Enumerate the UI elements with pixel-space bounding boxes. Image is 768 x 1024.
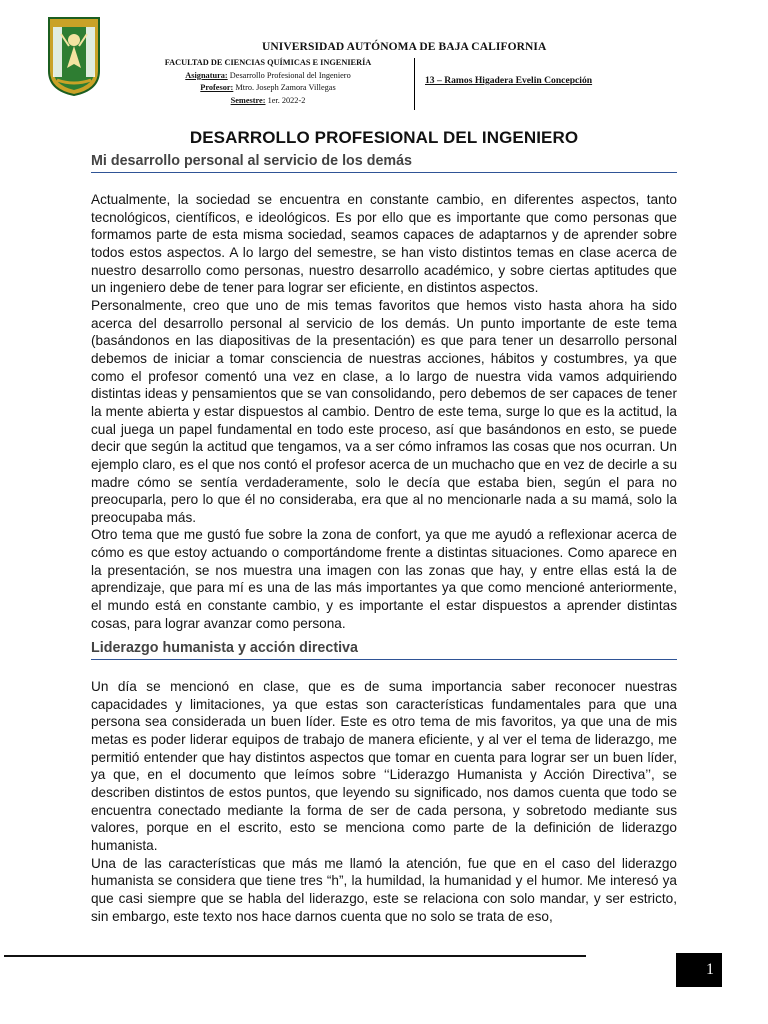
university-shield-logo bbox=[47, 16, 101, 96]
professor-label: Profesor: bbox=[200, 83, 234, 93]
section-body bbox=[91, 678, 677, 925]
page-title: DESARROLLO PROFESIONAL DEL INGENIERO bbox=[189, 128, 579, 147]
paragraph: Una de las características que más me llamó la atención, fue que en el caso del liderazgo humanista se considera que tiene tres “h”, la humildad, la humanidad y el humor. Me interesó ya que casi siempre que se habla del liderazgo, este se relaciona con solo mandar, y ser estricto, sin embargo, este texto nos hace darnos cuenta que no solo se trata de eso, bbox=[91, 855, 677, 924]
faculty-name: FACULTAD DE CIENCIAS QUÍMICAS E INGENIERÍA bbox=[164, 58, 372, 67]
professor-line bbox=[132, 82, 404, 95]
course-info bbox=[132, 57, 404, 107]
subject-line bbox=[132, 70, 404, 83]
subject-value: Desarrollo Profesional del Ingeniero bbox=[229, 70, 351, 80]
header-divider bbox=[414, 58, 415, 110]
paragraph: Actualmente, la sociedad se encuentra en constante cambio, en diferentes aspectos, tanto tecnológicos, científicos, e ideológicos. Es por ello que es importante que como personas que formamos parte de esta misma sociedad, seamos capaces de adaptarnos y de aprender sobre todos estos aspectos. A lo largo del semestre, se han visto distintos temas en clase acerca de nuestro desarrollo como personas, nuestro desarrollo académico, y sobre ciertas aptitudes que un ingeniero debe de tener para lograr ser eficiente, en distintos aspectos. bbox=[91, 192, 677, 296]
semester-label: Semestre: bbox=[230, 95, 266, 105]
professor-value: Mtro. Joseph Zamora Villegas bbox=[235, 83, 336, 93]
semester-value: 1er. 2022-2 bbox=[267, 95, 306, 105]
paragraph: Otro tema que me gustó fue sobre la zona de confort, ya que me ayudó a reflexionar acerca de cómo es que estoy actuando o comportándome frente a distintas situaciones. Como aparece en la presentación, se nos muestra una imagen con las zonas que hay, y entre ellas está la de aprendizaje, que para mí es una de las más importantes ya que como mencioné anteriormente, el mundo está en constante cambio, y es importante el estar dispuestos a aprender distintas cosas, para lograr avanzar como persona. bbox=[91, 527, 677, 631]
subject-label: Asignatura: bbox=[185, 70, 228, 80]
section-body bbox=[91, 191, 677, 632]
section-heading: Mi desarrollo personal al servicio de los demás bbox=[91, 153, 677, 173]
page-number: 1 bbox=[676, 953, 722, 987]
paragraph: Personalmente, creo que uno de mis temas favoritos que hemos visto hasta ahora ha sido acerca del desarrollo personal al servicio de los demás. Un punto importante de este tema (basándonos en las diapositivas de la presentación) es que para tener un desarrollo personal debemos de iniciar a tomar consciencia de nuestras acciones, hábitos y costumbres, ya que como el profesor comentó una vez en clase, a lo largo de nuestra vida vamos adquiriendo distintas ideas y pensamientos que se van consolidando, pero debemos de ser capaces de tener la mente abierta y estar dispuestos al cambio. Dentro de este tema, surge lo que es la actitud, la cual juega un papel fundamental en todo este proceso, así que basándonos en esto, se puede decir que según la actitud que tengamos, va a ser cómo inframos las cosas que nos ocurran. Un ejemplo claro, es el que nos contó el profesor acerca de un muchacho que en vez de decirle a su madre cómo se sentía verdaderamente, solo le decía que estaba bien, según el para no preocuparla, pero lo que él no consideraba, era que al no mencionarle nada a su mamá, solo la preocupaba más. bbox=[91, 297, 677, 525]
section-heading: Liderazgo humanista y acción directiva bbox=[91, 640, 677, 660]
university-name: UNIVERSIDAD AUTÓNOMA DE BAJA CALIFORNIA bbox=[262, 41, 547, 53]
footer-rule bbox=[4, 955, 586, 957]
semester-line bbox=[132, 95, 404, 108]
paragraph: Un día se mencionó en clase, que es de suma importancia saber reconocer nuestras capacidades y limitaciones, ya que estas son características fundamentales para que una persona sea considerada un buen líder. Este es otro tema de mis favoritos, ya que una de mis metas es poder liderar equipos de trabajo de manera eficiente, y al ver el tema de liderazgo, me permitió entender que hay distintos aspectos que tomar en cuenta para lograr ser un buen líder, ya que, en el documento que leímos sobre ‘‘Liderazgo Humanista y Acción Directiva’’, se describen distintos de estos puntos, que leyendo su significado, nos damos cuenta que todo se encuentra conectado mediante la forma de ser de cada persona, y sobretodo mediante sus valores, porque en el escrito, esto se menciona como parte de la definición de liderazgo humanista. bbox=[91, 679, 677, 853]
student-name: 13 – Ramos Higadera Evelin Concepción bbox=[425, 75, 593, 86]
